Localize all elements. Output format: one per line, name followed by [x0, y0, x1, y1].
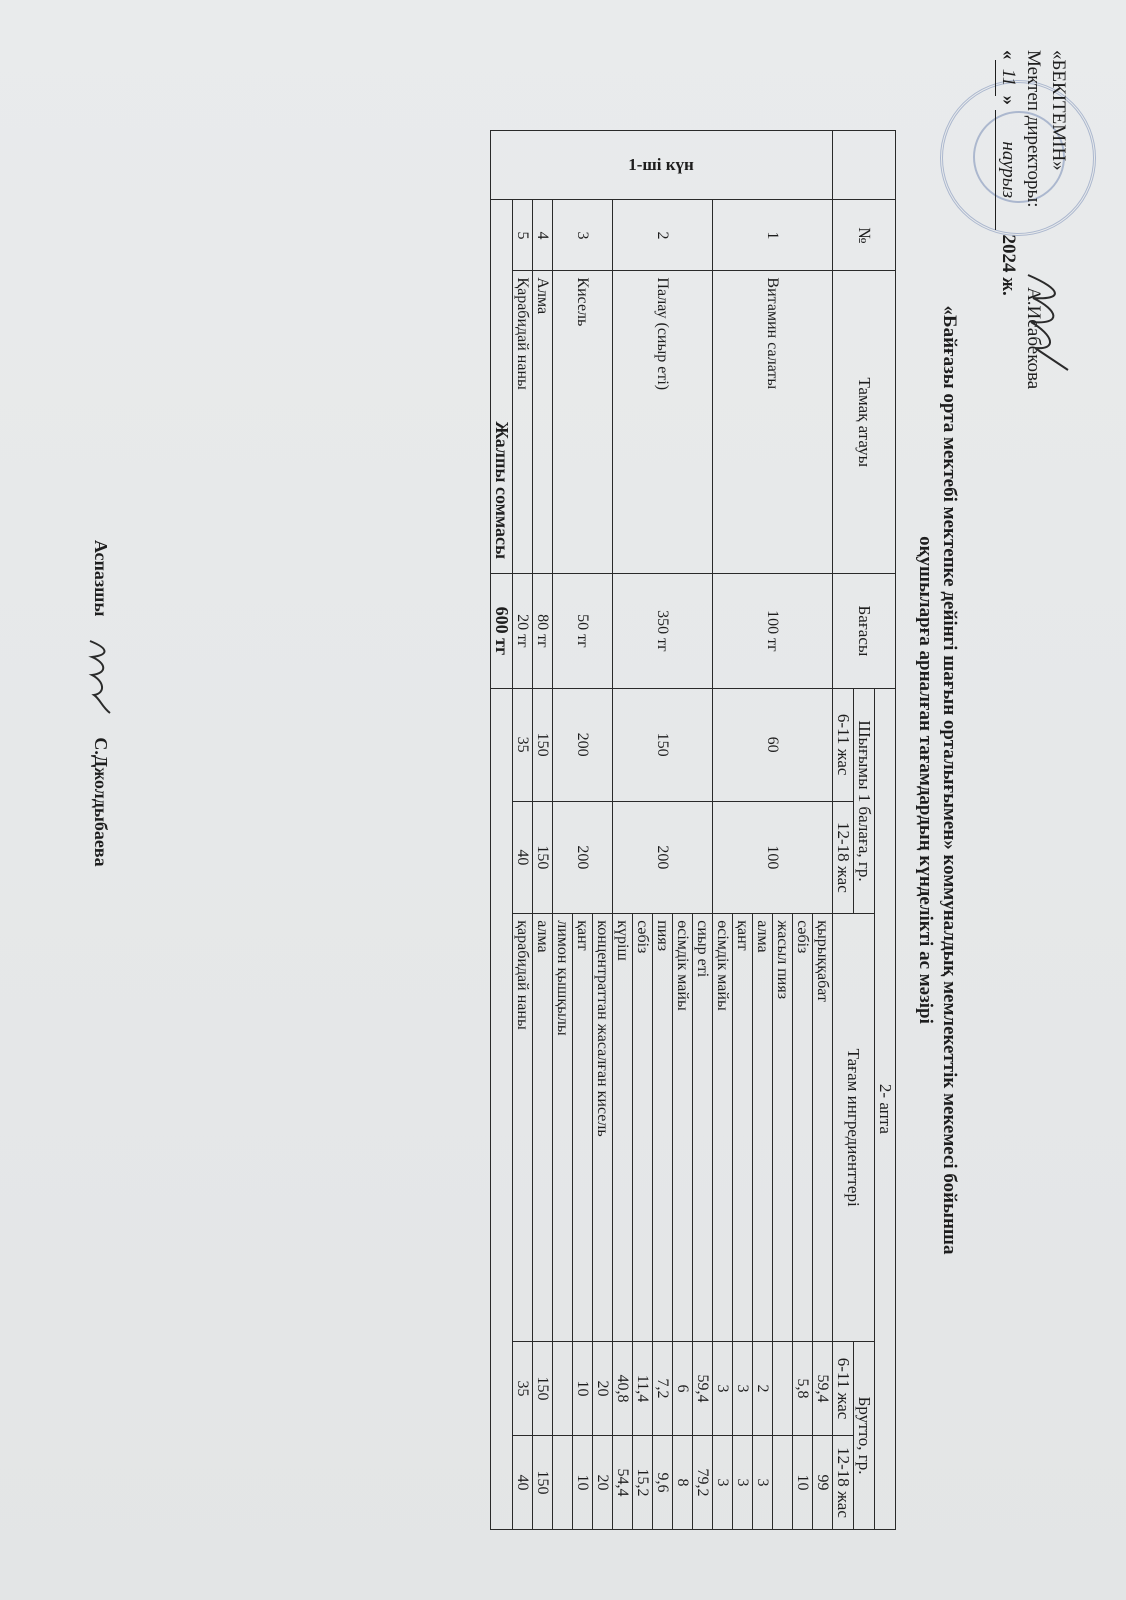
approval-name: А.Исабекова [1023, 287, 1044, 390]
dish-yield-b: 200 [553, 801, 613, 914]
dish-number: 2 [613, 200, 713, 271]
dish-name: Палау (сиыр еті) [613, 271, 713, 574]
ingredient-name: алма [753, 914, 773, 1342]
ingredient-gross-a: 5,8 [793, 1342, 813, 1436]
dish-number: 4 [533, 200, 553, 271]
ingredient-name: лимон қышқылы [553, 914, 573, 1342]
ingredient-gross-a: 3 [713, 1342, 733, 1436]
ingredient-gross-b: 8 [673, 1436, 693, 1530]
ingredient-gross-b [553, 1436, 573, 1530]
total-value: 600 тг [491, 574, 513, 689]
dish-yield-b: 150 [533, 801, 553, 914]
table-row [693, 131, 713, 1530]
ingredient-gross-a: 6 [673, 1342, 693, 1436]
header-gross-a: 6-11 жас [833, 1342, 854, 1436]
dish-name: Кисель [553, 271, 613, 574]
ingredient-gross-b: 20 [593, 1436, 613, 1530]
header-dish: Тамақ атауы [833, 271, 896, 574]
dish-name: Витамин салаты [713, 271, 833, 574]
ingredient-gross-a: 59,4 [813, 1342, 833, 1436]
ingredient-gross-a: 3 [733, 1342, 753, 1436]
dish-price: 80 тг [533, 574, 553, 689]
total-row [491, 131, 513, 1530]
dish-price: 350 тг [613, 574, 713, 689]
ingredient-name: қант [573, 914, 593, 1342]
ingredient-gross-a: 11,4 [633, 1342, 653, 1436]
title-line-1: «Байғазы орта мектебі мектепке дейінгі шағын орталығымен» коммуналдық мемлекеттік мекемесі бойынша [939, 305, 960, 1255]
dish-yield-b: 200 [613, 801, 713, 914]
dish-price: 100 тг [713, 574, 833, 689]
ingredient-gross-a: 2 [753, 1342, 773, 1436]
header-ingredients: Тағам ингредиенттері [833, 914, 875, 1342]
dish-number: 3 [553, 200, 613, 271]
dish-yield-b: 40 [513, 801, 533, 914]
ingredient-name: сәбіз [793, 914, 813, 1342]
ingredient-name: жасыл пияз [773, 914, 793, 1342]
table-row [813, 131, 833, 1530]
dish-yield-b: 100 [713, 801, 833, 914]
dish-yield-a: 60 [713, 688, 833, 801]
ingredient-gross-a: 35 [513, 1342, 533, 1436]
ingredient-gross-b: 40 [513, 1436, 533, 1530]
dish-name: Алма [533, 271, 553, 574]
dish-name: Қарабидай наны [513, 271, 533, 574]
table-row [593, 131, 613, 1530]
ingredient-gross-a: 150 [533, 1342, 553, 1436]
ingredient-name: қарабидай наны [513, 914, 533, 1342]
ingredient-gross-b: 10 [793, 1436, 813, 1530]
dish-yield-a: 35 [513, 688, 533, 801]
dish-number: 1 [713, 200, 833, 271]
ingredient-name: сәбіз [633, 914, 653, 1342]
header-gross-b: 12-18 жас [833, 1436, 854, 1530]
ingredient-gross-b: 3 [753, 1436, 773, 1530]
ingredient-gross-a [553, 1342, 573, 1436]
ingredient-gross-b: 150 [533, 1436, 553, 1530]
ingredient-name: концентраттан жасалған кисель [593, 914, 613, 1342]
ingredient-gross-b: 15,2 [633, 1436, 653, 1530]
header-gross: Брутто, гр. [854, 1342, 875, 1530]
ingredient-gross-a: 10 [573, 1342, 593, 1436]
ingredient-gross-b: 9,6 [653, 1436, 673, 1530]
dish-price: 20 тг [513, 574, 533, 689]
ingredient-name: күріш [613, 914, 633, 1342]
cook-role: Аспазшы [90, 540, 111, 617]
approval-org: «БЕКІТЕМІН» [1048, 50, 1069, 171]
dish-yield-a: 150 [533, 688, 553, 801]
ingredient-name: қырыққабат [813, 914, 833, 1342]
ingredient-gross-b: 3 [713, 1436, 733, 1530]
title-line-2: оқушыларға арналған тағамдардың күнделікті ас мәзірі [915, 536, 936, 1024]
header-num: № [833, 200, 896, 271]
cook-signature-line [82, 540, 116, 1140]
dish-price: 50 тг [553, 574, 613, 689]
ingredient-name: алма [533, 914, 553, 1342]
ingredient-name: сиыр еті [693, 914, 713, 1342]
approval-block [995, 50, 1071, 470]
cook-signature [82, 637, 116, 717]
ingredient-gross-a: 20 [593, 1342, 613, 1436]
dish-yield-a: 200 [553, 688, 613, 801]
ingredient-gross-a: 7,2 [653, 1342, 673, 1436]
header-yield-b: 12-18 жас [833, 801, 854, 914]
header-price: Бағасы [833, 574, 896, 689]
ingredient-name: өсімдік майы [713, 914, 733, 1342]
ingredient-gross-b: 3 [733, 1436, 753, 1530]
ingredient-name: пияз [653, 914, 673, 1342]
document-sheet [41, 20, 1101, 1520]
menu-table [490, 130, 896, 1530]
approval-role: Мектеп директоры: [1023, 50, 1044, 208]
approval-month: наурыз [995, 110, 1021, 230]
approval-day: 11 [995, 60, 1021, 96]
approval-date: «11» наурыз 2024 ж. [995, 50, 1021, 470]
header-yield: Шығымы 1 балаға, гр. [854, 688, 875, 913]
table-row [513, 131, 533, 1530]
total-label: Жалпы соммасы [491, 200, 513, 574]
ingredient-gross-b: 10 [573, 1436, 593, 1530]
dish-number: 5 [513, 200, 533, 271]
cook-name: С.Джолдыбаева [90, 737, 111, 867]
ingredient-gross-a [773, 1342, 793, 1436]
total-empty [491, 688, 513, 1529]
dish-yield-a: 150 [613, 688, 713, 801]
table-row [533, 131, 553, 1530]
header-week: 2- апта [875, 688, 896, 1529]
document-title [913, 130, 961, 1430]
ingredient-gross-a: 40,8 [613, 1342, 633, 1436]
day-label: 1-ші күн [491, 131, 833, 200]
director-signature [1013, 270, 1073, 380]
ingredient-gross-b: 99 [813, 1436, 833, 1530]
ingredient-gross-b [773, 1436, 793, 1530]
approval-year: 2024 ж. [998, 234, 1019, 296]
ingredient-name: қант [733, 914, 753, 1342]
ingredient-gross-b: 79,2 [693, 1436, 713, 1530]
ingredient-name: өсімдік майы [673, 914, 693, 1342]
ingredient-gross-a: 59,4 [693, 1342, 713, 1436]
ingredient-gross-b: 54,4 [613, 1436, 633, 1530]
header-yield-a: 6-11 жас [833, 688, 854, 801]
